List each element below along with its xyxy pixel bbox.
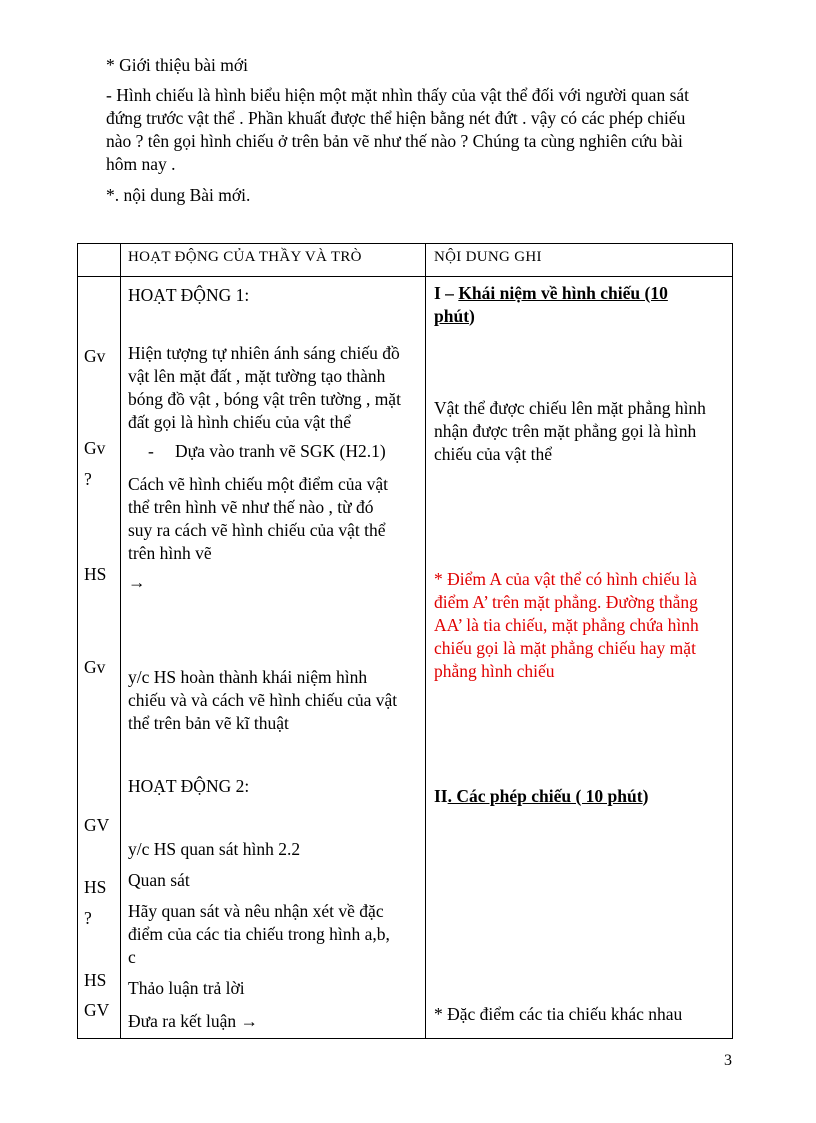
text-line: nhận được trên mặt phẳng gọi là hình	[434, 421, 697, 441]
intro-line: - Hình chiếu là hình biểu hiện một mặt nhìn thấy của vật thể đối với người quan sát	[106, 85, 690, 105]
activity2-title: HOẠT ĐỘNG 2:	[128, 776, 250, 796]
concept-definition	[434, 397, 706, 466]
activity1-bullet: Dựa vào tranh vẽ SGK (H2.1)	[175, 441, 386, 461]
bullet-dash: -	[148, 441, 154, 461]
arrow-right-icon: →	[128, 572, 146, 592]
section2-title	[434, 785, 648, 808]
role-label: HS	[84, 877, 107, 897]
role-label: Gv	[84, 346, 106, 366]
activity2-question	[128, 900, 390, 969]
intro-line: đứng trước vật thể . Phần khuất được thể hiện bằng nét đứt . vậy có các phép chiếu	[106, 108, 686, 128]
table-column-divider	[425, 243, 426, 1039]
text-line: chiếu và và cách vẽ hình chiếu của vật	[128, 690, 398, 710]
activity1-title: HOẠT ĐỘNG 1:	[128, 285, 250, 305]
section2-close: )	[642, 786, 649, 806]
activity1-question	[128, 473, 388, 565]
activity2-conclude: Đưa ra kết luận →	[128, 1011, 258, 1031]
section1-title-text: Khái niệm về hình chiếu (10	[458, 283, 668, 303]
role-label: GV	[84, 1000, 110, 1020]
activity2-discuss: Thảo luận trả lời	[128, 978, 245, 998]
table-column-divider	[120, 243, 121, 1039]
section1-title	[434, 282, 668, 328]
activity2-observe: Quan sát	[128, 870, 190, 890]
text-line: y/c HS hoàn thành khái niệm hình	[128, 667, 368, 687]
header-content: NỘI DUNG GHI	[434, 249, 542, 265]
text-line: Vật thể được chiếu lên mặt phẳng hình	[434, 398, 706, 418]
table-border-bottom	[77, 1038, 733, 1039]
new-lesson-heading: *. nội dung Bài mới.	[106, 185, 251, 205]
text-line: vật lên mặt đất , mặt tường tạo thành	[128, 366, 386, 386]
role-label: Gv	[84, 657, 106, 677]
text-line: trên hình vẽ	[128, 543, 212, 563]
intro-line: hôm nay .	[106, 154, 176, 174]
section1-close: )	[469, 306, 475, 326]
section1-prefix: I –	[434, 283, 459, 303]
intro-line: nào ? tên gọi hình chiếu ở trên bản vẽ như thế nào ? Chúng ta cùng nghiên cứu bài	[106, 131, 683, 151]
text-line: phẳng hình chiếu	[434, 661, 555, 681]
header-activities: HOẠT ĐỘNG CỦA THẦY VÀ TRÒ	[128, 249, 362, 265]
text-line: bóng đồ vật , bóng vật trên tường , mặt	[128, 389, 401, 409]
red-note	[434, 568, 699, 683]
text-line: chiếu của vật thể	[434, 444, 553, 464]
activity1-request	[128, 666, 397, 735]
text-line: * Điểm A của vật thể có hình chiếu là	[434, 569, 697, 589]
text-line: Hãy quan sát và nêu nhận xét về đặc	[128, 901, 384, 921]
intro-heading: * Giới thiệu bài mới	[106, 55, 248, 75]
role-label: HS	[84, 564, 107, 584]
text-line: điểm của các tia chiếu trong hình a,b,	[128, 924, 390, 944]
role-label: Gv	[84, 438, 106, 458]
text-line: AA’ là tia chiếu, mặt phẳng chứa hình	[434, 615, 699, 635]
table-border-top	[77, 243, 733, 244]
page-number: 3	[724, 1052, 732, 1069]
text-line: suy ra cách vẽ hình chiếu của vật thể	[128, 520, 386, 540]
text-line: thể trên hình vẽ như thế nào , từ đó	[128, 497, 374, 517]
activity2-observe-request: y/c HS quan sát hình 2.2	[128, 839, 301, 859]
text-line: đất gọi là hình chiếu của vật thể	[128, 412, 352, 432]
table-header-divider	[77, 276, 733, 277]
section2-prefix: II	[434, 786, 448, 806]
table-border-right	[732, 243, 733, 1039]
intro-paragraph	[106, 84, 746, 176]
activity1-phenomenon	[128, 342, 401, 434]
text-line: Hiện tượng tự nhiên ánh sáng chiếu đồ	[128, 343, 400, 363]
section1-title-text: phút	[434, 306, 470, 326]
role-label: ?	[84, 469, 92, 489]
text-line: thể trên bản vẽ kĩ thuật	[128, 713, 289, 733]
role-label: ?	[84, 908, 92, 928]
text-line: c	[128, 947, 136, 967]
table-border-left	[77, 243, 78, 1039]
section2-title-text: . Các phép chiếu ( 10 phút	[447, 786, 643, 806]
role-label: HS	[84, 970, 107, 990]
text-line: điểm A’ trên mặt phẳng. Đường thẳng	[434, 592, 698, 612]
text-line: chiếu gọi là mặt phẳng chiếu hay mặt	[434, 638, 696, 658]
text-line: Cách vẽ hình chiếu một điểm của vật	[128, 474, 388, 494]
role-label: GV	[84, 815, 110, 835]
rays-note: * Đặc điểm các tia chiếu khác nhau	[434, 1004, 683, 1024]
